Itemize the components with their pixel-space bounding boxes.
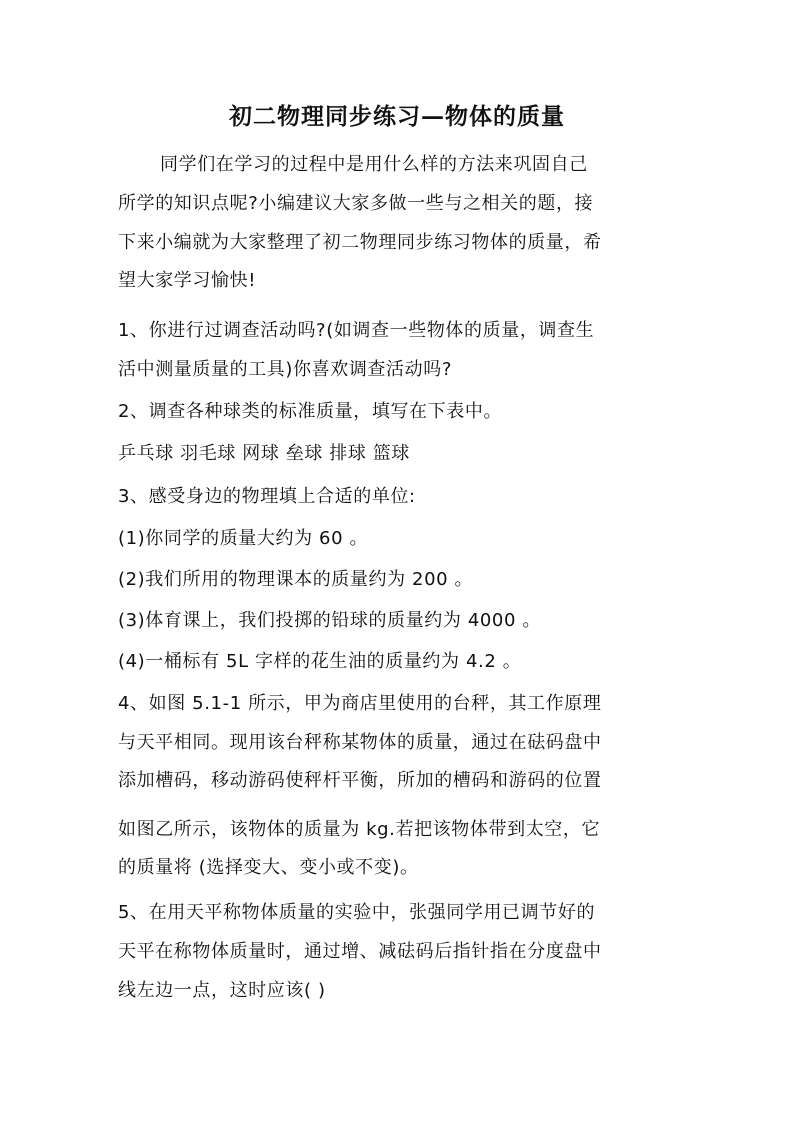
- ball-list: 乒乓球 羽毛球 网球 垒球 排球 篮球: [118, 443, 411, 464]
- question-3-item: (3)体育课上，我们投掷的铅球的质量约为 4000 。: [118, 610, 541, 631]
- paragraph-line: 所学的知识点呢?小编建议大家多做一些与之相关的题，接: [118, 193, 594, 214]
- question-5-line: 5、在用天平称物体质量的实验中，张强同学用已调节好的: [118, 902, 596, 923]
- question-1-line: 活中测量质量的工具)你喜欢调查活动吗?: [118, 359, 452, 380]
- question-3-item: (2)我们所用的物理课本的质量约为 200 。: [118, 569, 474, 590]
- question-4-line: 如图乙所示，该物体的质量为 kg.若把该物体带到太空，它: [118, 819, 601, 840]
- paragraph-line: 望大家学习愉快!: [118, 270, 257, 291]
- question-2-line: 2、调查各种球类的标准质量，填写在下表中。: [118, 401, 503, 422]
- question-4-line: 的质量将 (选择变大、变小或不变)。: [118, 857, 419, 878]
- document-title: 初二物理同步练习—物体的质量: [229, 103, 565, 130]
- paragraph-line: 同学们在学习的过程中是用什么样的方法来巩固自己: [160, 154, 588, 175]
- question-4-line: 添加槽码，移动游码使秤杆平衡，所加的槽码和游码的位置: [118, 770, 602, 791]
- question-4-line: 与天平相同。现用该台秤称某物体的质量，通过在砝码盘中: [118, 732, 602, 753]
- question-3-item: (1)你同学的质量大约为 60 。: [118, 528, 369, 549]
- paragraph-line: 下来小编就为大家整理了初二物理同步练习物体的质量，希: [118, 232, 602, 253]
- question-1-line: 1、你进行过调查活动吗?(如调查一些物体的质量，调查生: [118, 320, 595, 341]
- question-5-line: 线左边一点，这时应该( ): [118, 980, 326, 1001]
- question-3-line: 3、感受身边的物理填上合适的单位:: [118, 486, 416, 507]
- question-5-line: 天平在称物体质量时，通过增、减砝码后指针指在分度盘中: [118, 941, 602, 962]
- question-4-line: 4、如图 5.1-1 所示，甲为商店里使用的台秤，其工作原理: [118, 693, 602, 714]
- question-3-item: (4)一桶标有 5L 字样的花生油的质量约为 4.2 。: [118, 651, 522, 672]
